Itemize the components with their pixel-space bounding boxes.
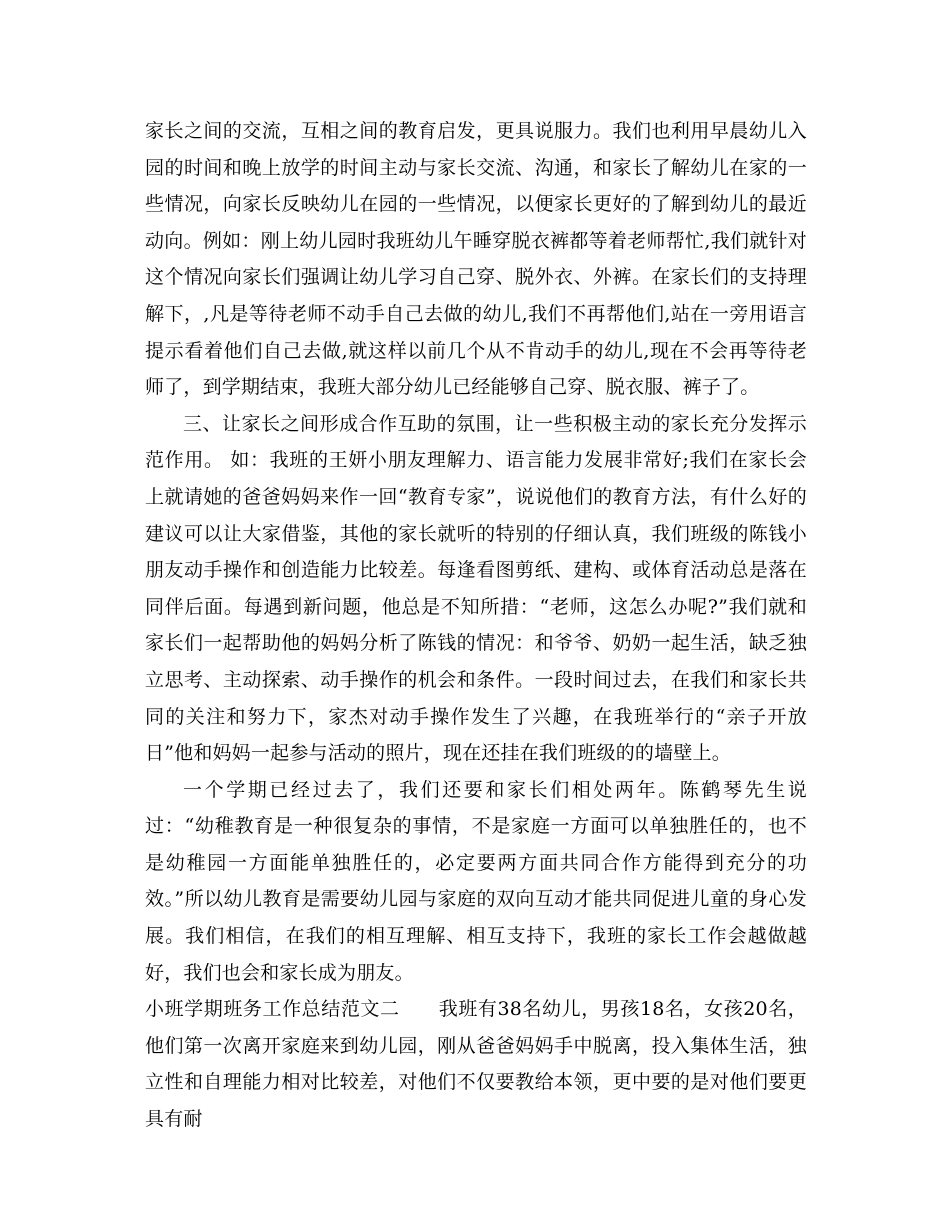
document-body bbox=[145, 113, 807, 1138]
paragraph-4: 小班学期班务工作总结范文二 我班有38名幼儿，男孩18名，女孩20名，他们第一次离开家庭来到幼儿园，刚从爸爸妈妈手中脱离，投入集体生活，独立性和自理能力相对比较差，对他们不仅要教给本领，更中要的是对他们要更具有耐 bbox=[145, 998, 807, 1131]
paragraph-1: 家长之间的交流，互相之间的教育启发，更具说服力。我们也利用早晨幼儿入园的时间和晚上放学的时间主动与家长交流、沟通，和家长了解幼儿在家的一些情况，向家长反映幼儿在园的一些情况，以便家长更好的了解到幼儿的最近动向。例如：刚上幼儿园时我班幼儿午睡穿脱衣裤都等着老师帮忙,我们就针对这个情况向家长们强调让幼儿学习自己穿、脱外衣、外裤。在家长们的支持理解下，,凡是等待老师不动手自己去做的幼儿,我们不再帮他们,站在一旁用语言提示看着他们自己去做,就这样以前几个从不肯动手的幼儿,现在不会再等待老师了，到学期结束，我班大部分幼儿已经能够自己穿、脱衣服、裤子了。 bbox=[145, 120, 807, 399]
paragraph-3: 一个学期已经过去了，我们还要和家长们相处两年。陈鹤琴先生说过：“幼稚教育是一种很复杂的事情，不是家庭一方面可以单独胜任的，也不是幼稚园一方面能单独胜任的，必定要两方面共同合作方能得到充分的功效。”所以幼儿教育是需要幼儿园与家庭的双向互动才能共同促进儿童的身心发展。我们相信，在我们的相互理解、相互支持下，我班的家长工作会越做越好，我们也会和家长成为朋友。 bbox=[145, 778, 807, 984]
paragraph-2: 三、让家长之间形成合作互助的氛围，让一些积极主动的家长充分发挥示范作用。 如：我班的王妍小朋友理解力、语言能力发展非常好;我们在家长会上就请她的爸爸妈妈来作一回“教育专家”，说说他们的教育方法，有什么好的建议可以让大家借鉴，其他的家长就听的特别的仔细认真，我们班级的陈钱小朋友动手操作和创造能力比较差。每逢看图剪纸、建构、或体育活动总是落在同伴后面。每遇到新问题，他总是不知所措：“老师，这怎么办呢?”我们就和家长们一起帮助他的妈妈分析了陈钱的情况：和爷爷、奶奶一起生活，缺乏独立思考、主动探索、动手操作的机会和条件。一段时间过去，在我们和家长共同的关注和努力下，家杰对动手操作发生了兴趣，在我班举行的“亲子开放日”他和妈妈一起参与活动的照片，现在还挂在我们班级的的墙壁上。 bbox=[145, 412, 807, 765]
